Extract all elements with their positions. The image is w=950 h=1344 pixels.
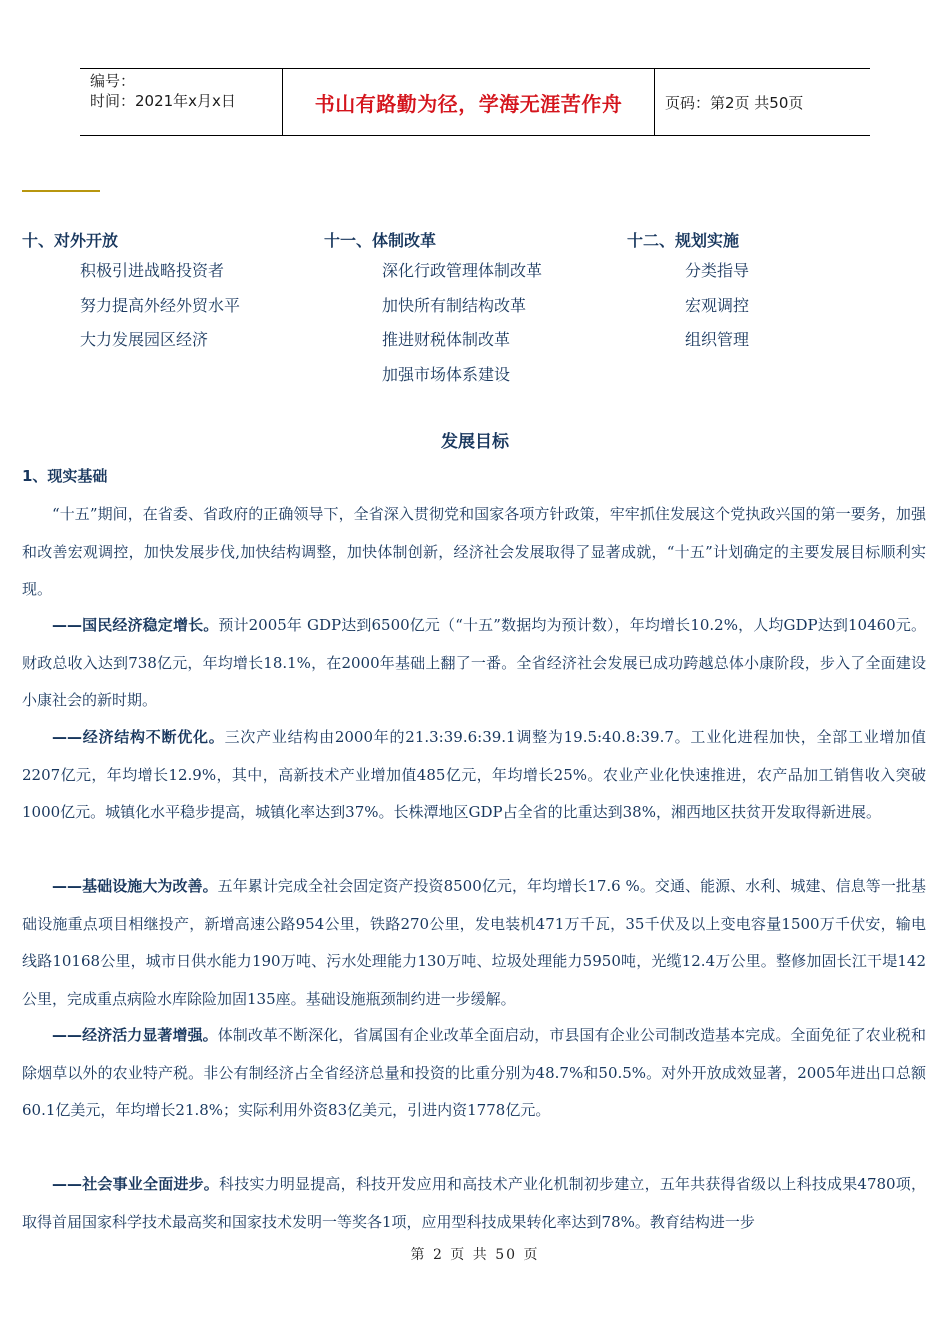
list-item: 努力提高外经外贸水平 [80,295,241,315]
paragraph-text: 体制改革不断深化，省属国有企业改革全面启动，市县国有企业公司制改造基本完成。全面免征了农业税和除烟草以外的农业特产税。非公有制经济占全省经济总量和投资的比重分别为48.7%和50.5%。对外开放成效显著，2005年进出口总额60.1亿美元，年均增长21.8%；实际利用外资83亿美元，引进内资1778亿元。 [22,1026,926,1119]
paragraph [22,1166,926,1231]
number-label: 编号： [90,72,136,90]
paragraph-text: 科技实力明显提高，科技开发应用和高技术产业化机制初步建立，五年共获得省级以上科技成果4780项，取得首届国家科学技术最高奖和国家技术发明一等奖各1项，应用型科技成果转化率达到78%。教育结构进一步 [22,1175,926,1231]
time-label: 时间：2021年x月x日 [90,92,236,110]
column-open-economy [22,228,240,358]
list-item: 宏观调控 [685,295,750,315]
paragraph-lead: ——国民经济稳定增长。 [52,616,219,634]
paragraph [22,496,926,609]
subsection-title: 1、现实基础 [22,467,108,485]
header-table [80,68,870,136]
list-item: 分类指导 [685,261,750,280]
section-title: 发展目标 [441,432,509,452]
paragraph-text: 五年累计完成全社会固定资产投资8500亿元，年均增长17.6 %。交通、能源、水利、城建、信息等一批基础设施重点项目相继投产，新增高速公路954公里，铁路270公里，发电装机471万千瓦，35千伏及以上变电容量1500万千伏安，输电线路10168公里，城市日供水能力190万吨、污水处理能力130万吨、垃圾处理能力5950吨，光缆12.4万公里。整修加固长江干堤142公里，完成重点病险水库除险加固135座。基础设施瓶颈制约进一步缓解。 [22,877,926,1008]
column-heading: 十一、体制改革 [324,231,437,250]
paragraph-text: 三次产业结构由2000年的21.3:39.6:39.1调整为19.5:40.8:39.7。工业化进程加快，全部工业增加值2207亿元，年均增长12.9%，其中，高新技术产业增加值485亿元，年均增长25%。农业产业化快速推进，农产品加工销售收入突破1000亿元。城镇化水平稳步提高，城镇化率达到37%。长株潭地区GDP占全省的比重达到38%，湘西地区扶贫开发取得新进展。 [22,728,926,821]
paragraph-text: 预计2005年 GDP达到6500亿元（“十五”数据均为预计数），年均增长10.2%，人均GDP达到10460元。财政总收入达到738亿元，年均增长18.1%，在2000年基础上翻了一番。全省经济社会发展已成功跨越总体小康阶段，步入了全面建设小康社会的新时期。 [22,616,926,709]
motto: 书山有路勤为径，学海无涯苦作舟 [282,69,655,135]
list-item: 深化行政管理体制改革 [382,261,543,280]
paragraph [22,719,926,832]
list-item: 组织管理 [685,330,750,349]
paragraph-text: “十五”期间，在省委、省政府的正确领导下，全省深入贯彻党和国家各项方针政策，牢牢抓住发展这个党执政兴国的第一要务，加强和改善宏观调控，加快发展步伐,加快结构调整，加快体制创新，经济社会发展取得了显著成就，“十五”计划确定的主要发展目标顺利实现。 [22,505,926,598]
column-plan-implementation [627,228,749,358]
page-info: 页码：第2页 共50页 [665,93,804,112]
column-system-reform [324,228,542,392]
page-footer: 第 2 页 共 50 页 [410,1247,540,1263]
paragraph-lead: ——社会事业全面进步。 [52,1175,220,1193]
paragraph-lead: ——基础设施大为改善。 [52,877,218,895]
list-item: 加强市场体系建设 [382,364,511,384]
header-meta [80,69,282,135]
paragraph [22,607,926,720]
list-item: 加快所有制结构改革 [382,295,527,315]
column-heading: 十二、规划实施 [627,231,740,250]
list-item: 推进财税体制改革 [382,330,511,349]
list-item: 积极引进战略投资者 [80,261,225,280]
paragraph [22,1017,926,1130]
paragraph [22,868,926,1018]
divider-line [22,190,100,192]
paragraph-lead: ——经济活力显著增强。 [52,1026,218,1044]
list-item: 大力发展园区经济 [80,330,209,349]
column-heading: 十、对外开放 [22,231,119,250]
paragraph-lead: ——经济结构不断优化。 [52,728,225,746]
